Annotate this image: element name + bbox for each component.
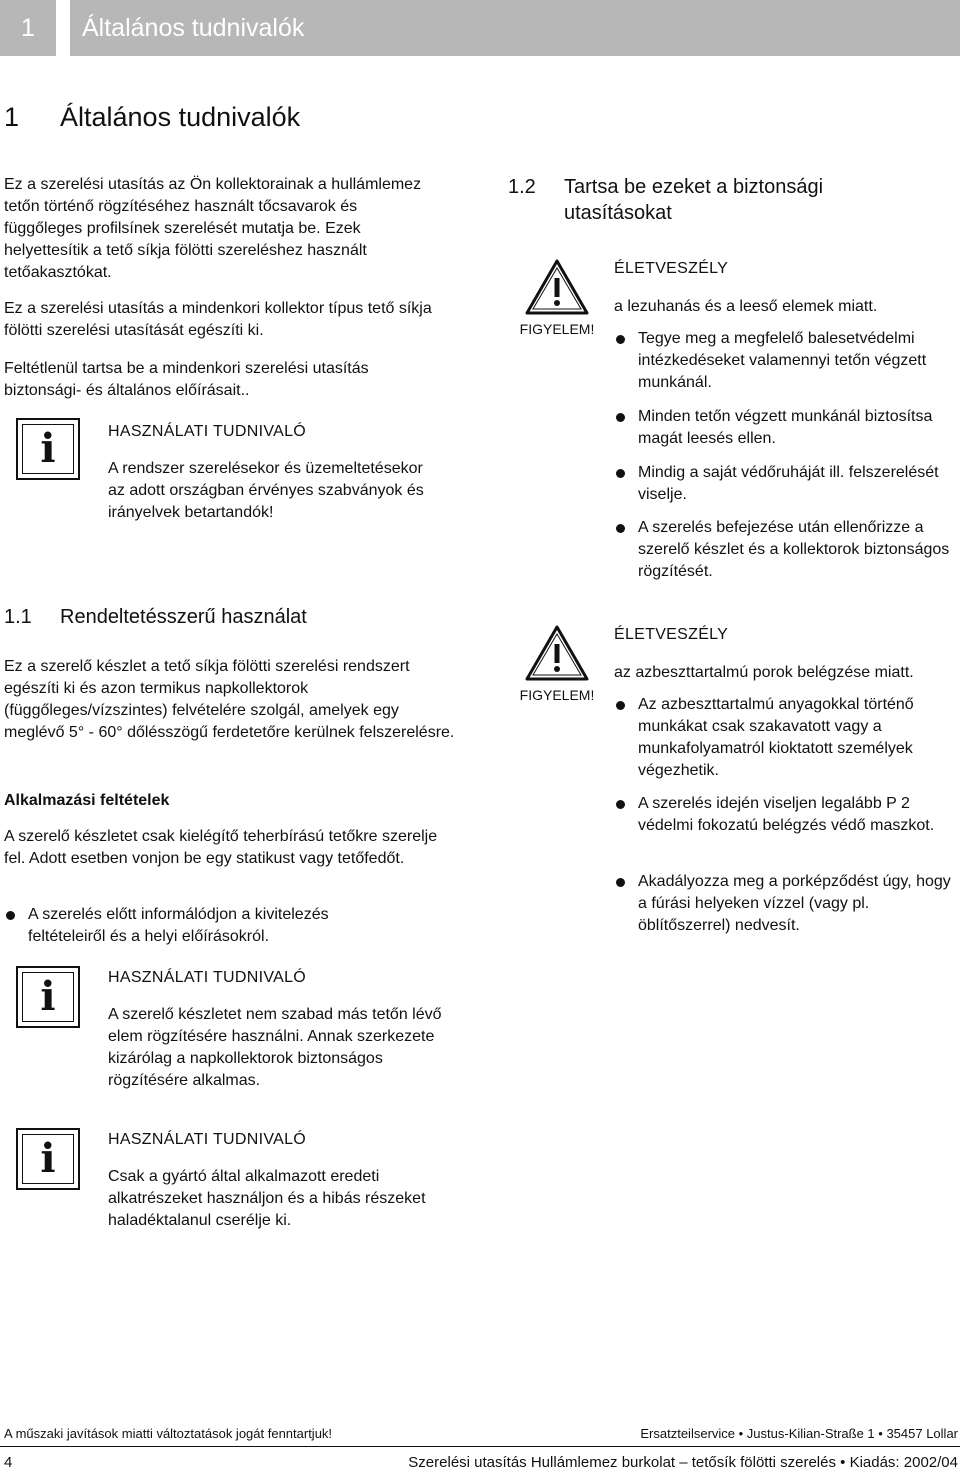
warning-1-bullet-4: A szerelés befejezése után ellenőrizze a szerelő készlet és a kollektorok biztonságos rögzítését. [614, 517, 954, 583]
conditions-bullet: A szerelés előtt informálódjon a kivitelezés feltételeiről és a helyi előírásokról. [4, 904, 404, 948]
conditions-heading: Alkalmazási feltételek [4, 792, 170, 809]
footer-service-address: Ersatzteilservice • Justus-Kilian-Straße 1 • 35457 Lollar [640, 1426, 958, 1441]
warning-2-bullet-2: A szerelés idején viseljen legalább P 2 védelmi fokozatú belégzés védő maszkot. [614, 793, 954, 837]
note-2-title: HASZNÁLATI TUDNIVALÓ [108, 969, 307, 986]
warning-2-symbol [517, 624, 597, 704]
section-1-2-title: Tartsa be ezeket a biztonsági utasításokat [564, 176, 824, 224]
warning-2-label: FIGYELEM! [519, 687, 595, 703]
page-title [4, 100, 300, 134]
warning-1-subtitle: a lezuhanás és a leeső elemek miatt. [614, 298, 878, 315]
warning-1-title: ÉLETVESZÉLY [614, 260, 729, 277]
info-icon: i [16, 1128, 80, 1190]
warning-2-bullet-3: Akadályozza meg a porképződést úgy, hogy a fúrási helyeken vízzel (vagy pl. öblítőszerrel) nedvesít. [614, 871, 954, 937]
page-title-number: 1 [4, 102, 20, 132]
footer-document-title: Szerelési utasítás Hullámlemez burkolat – tetősík fölötti szerelés • Kiadás: 2002/04 [408, 1454, 958, 1471]
intro-paragraph-3: Feltétlenül tartsa be a mindenkori szerelési utasítás biztonsági- és általános előírásait.. [4, 360, 369, 399]
footer-divider [0, 1446, 960, 1447]
warning-2-title: ÉLETVESZÉLY [614, 626, 729, 643]
warning-1-bullet-1: Tegye meg a megfelelő balesetvédelmi intézkedéseket valamennyi tetőn végzett munkánál. [614, 328, 954, 394]
section-1-2-number: 1.2 [508, 176, 536, 198]
warning-1-bullet-2: Minden tetőn végzett munkánál biztosítsa magát leesés ellen. [614, 406, 954, 450]
footer-disclaimer: A műszaki javítások miatti változtatások jogát fenntartjuk! [4, 1426, 333, 1441]
section-heading-1-1 [4, 604, 307, 630]
note-1-text: A rendszer szerelésekor és üzemeltetésekor az adott országban érvényes szabványok és irányelvek betartandók! [108, 460, 424, 521]
usage-paragraph: Ez a szerelő készlet a tető síkja fölötti szerelési rendszert egészíti ki és azon termikus napkollektorok (függőleges/vízszintes) felvételére szolgál, amelyek egy meglévő 5° - 60° dőlésszögű ferdetetőre kerülnek felszerelésre. [4, 658, 455, 741]
note-3-title: HASZNÁLATI TUDNIVALÓ [108, 1131, 307, 1148]
info-icon: i [16, 966, 80, 1028]
warning-triangle-icon [524, 258, 590, 316]
section-heading-1-2 [508, 174, 928, 226]
info-icon: i [16, 418, 80, 480]
intro-paragraph-2: Ez a szerelési utasítás a mindenkori kollektor típus tető síkja fölötti szerelési utasítását egészíti ki. [4, 300, 432, 339]
warning-2-subtitle: az azbeszttartalmú porok belégzése miatt. [614, 664, 914, 681]
page-number: 4 [4, 1454, 13, 1471]
note-3-text: Csak a gyártó által alkalmazott eredeti alkatrészeket használjon és a hibás részeket haladéktalanul cserélje ki. [108, 1168, 426, 1229]
warning-1-label: FIGYELEM! [519, 321, 595, 337]
intro-paragraph-1: Ez a szerelési utasítás az Ön kollektorainak a hullámlemez tetőn történő rögzítéséhez használt tőcsavarok és függőleges profilsínek szerelését mutatja be. Ezek helyettesítik a tető síkja fölötti szereléshez használt tetőakasztókat. [4, 176, 422, 281]
section-1-1-title: Rendeltetésszerű használat [60, 606, 307, 628]
section-1-1-number: 1.1 [4, 606, 32, 628]
warning-2-bullet-1: Az azbeszttartalmú anyagokkal történő munkákat csak szakavatott vagy a munkafolyamatról kioktatott személyek végezhetik. [614, 694, 954, 782]
note-2-text: A szerelő készletet nem szabad más tetőn lévő elem rögzítésére használni. Annak szerkezete kizárólag a napkollektorok biztonságos rögzítésére alkalmas. [108, 1006, 442, 1089]
warning-triangle-icon [524, 624, 590, 682]
note-1-title: HASZNÁLATI TUDNIVALÓ [108, 423, 307, 440]
warning-1-symbol [517, 258, 597, 338]
warning-1-bullet-3: Mindig a saját védőruháját ill. felszerelését viselje. [614, 462, 954, 506]
page-title-text: Általános tudnivalók [60, 102, 301, 132]
chapter-number-tab: 1 [0, 0, 56, 56]
conditions-paragraph: A szerelő készletet csak kielégítő teherbírású tetőkre szerelje fel. Adott esetben vonjon be egy statikust vagy tetőfedőt. [4, 828, 438, 867]
chapter-title-bar: Általános tudnivalók [70, 0, 960, 56]
